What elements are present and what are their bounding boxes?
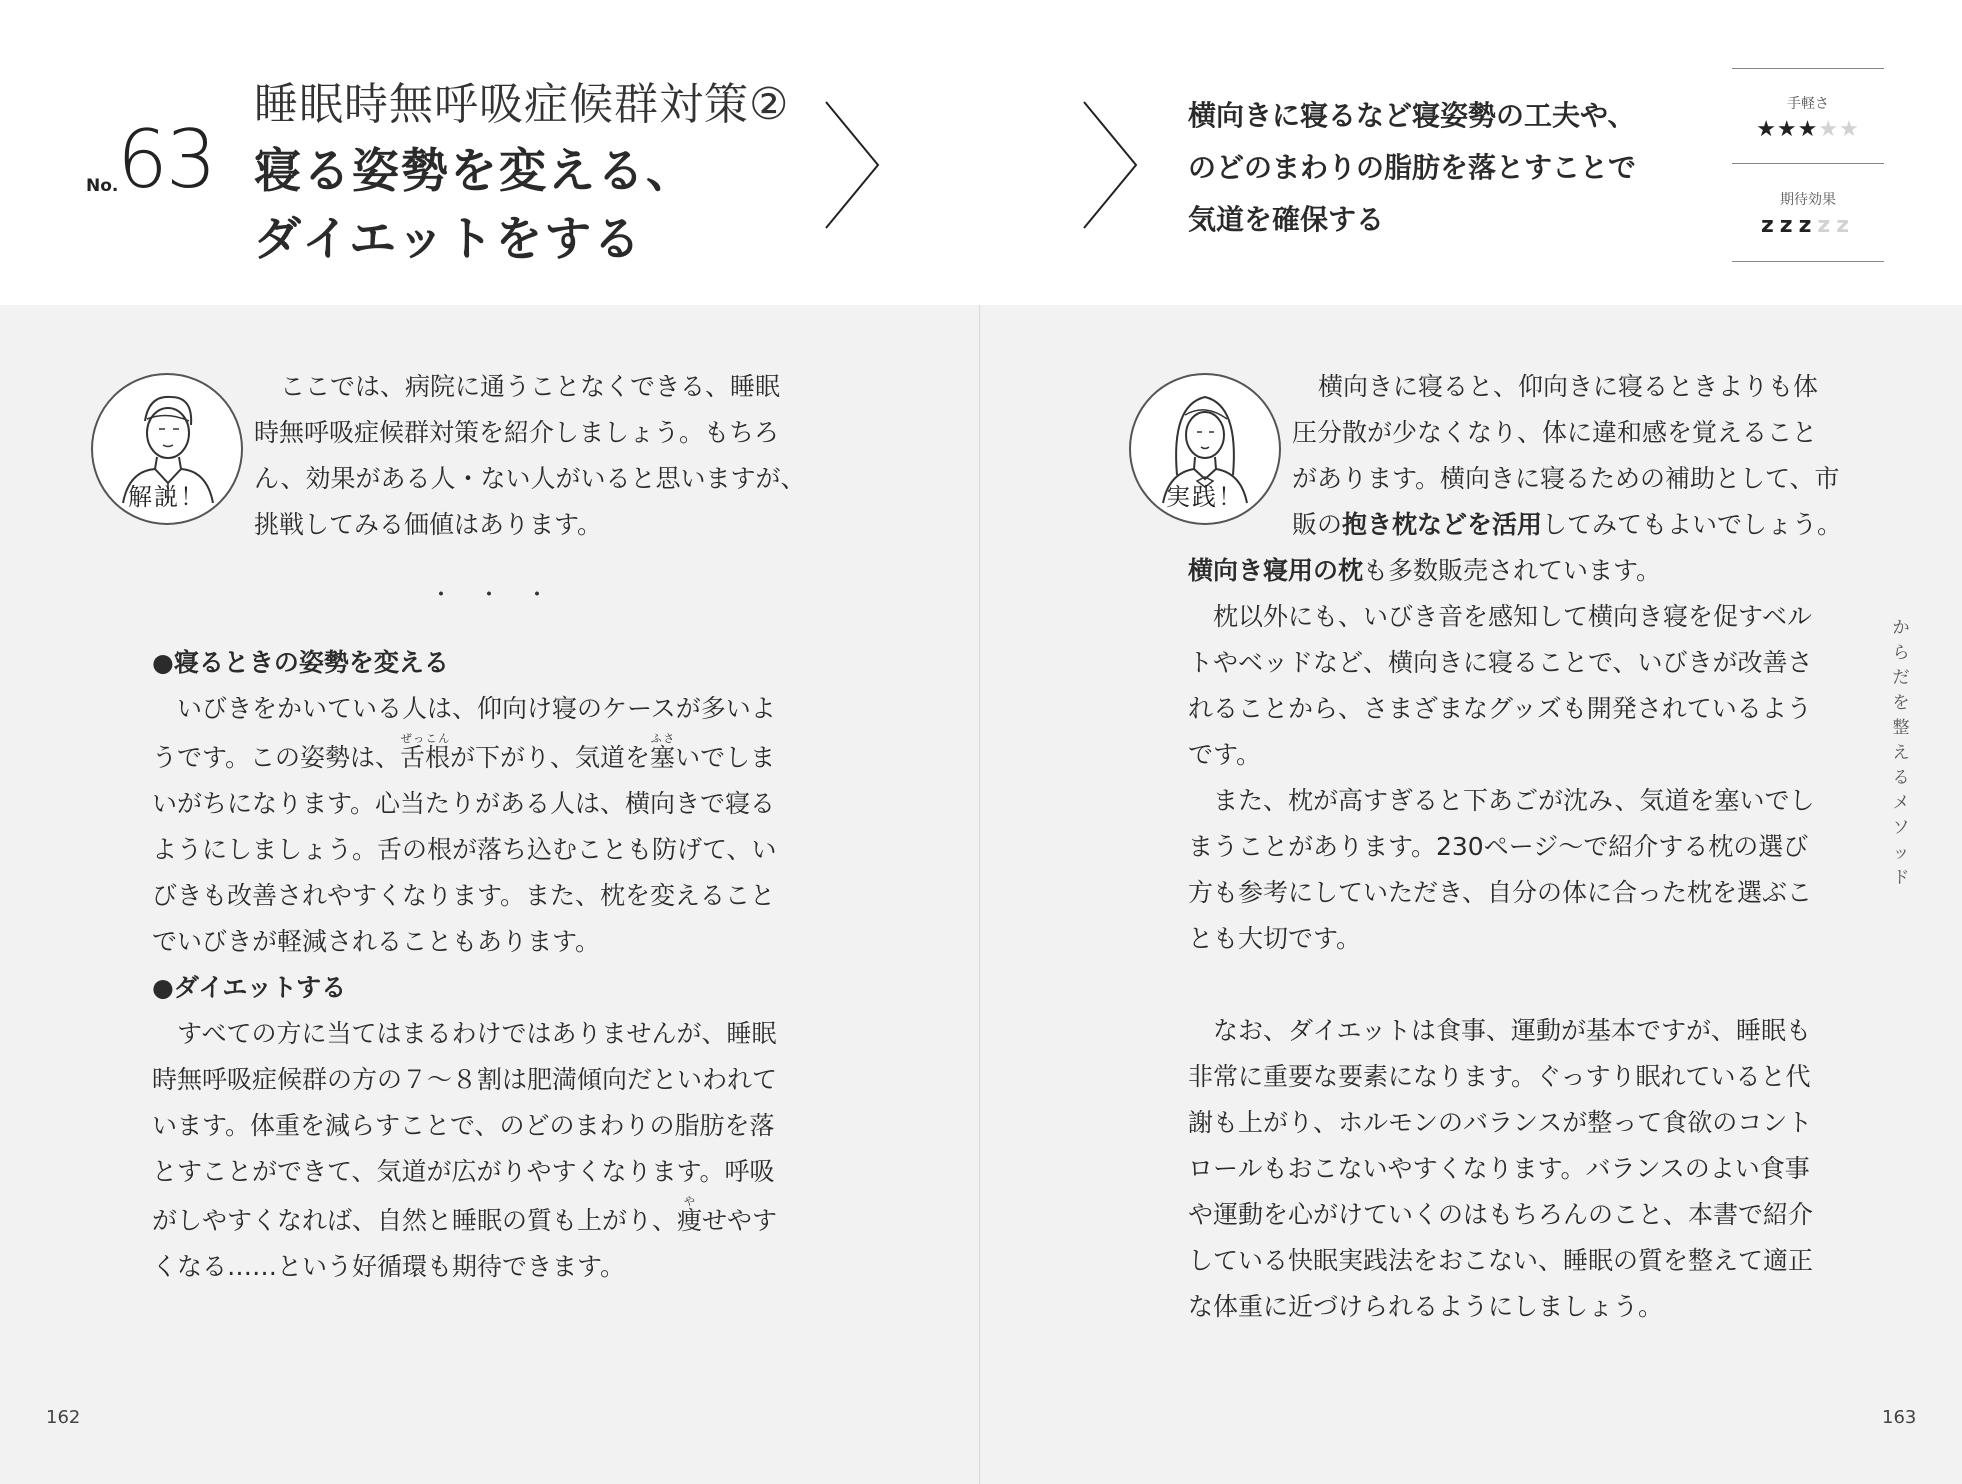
blank-line — [1188, 962, 1842, 1008]
text-line: な体重に近づけられるようにしましょう。 — [1188, 1292, 1664, 1321]
text-line: うです。この姿勢は、舌根ぜっこんが下がり、気道を塞ふさいでしま — [152, 732, 776, 772]
side-label-char: か — [1892, 618, 1910, 638]
item-title-line: 寝る姿勢を変える、 — [254, 144, 695, 199]
item-subtitle: 睡眠時無呼吸症候群対策② — [254, 79, 790, 130]
avatar-tag: 解説！ — [128, 483, 206, 511]
text-line: トやベッドなど、横向きに寝ることで、いびきが改善さ — [1188, 648, 1813, 677]
doctor-avatar — [91, 373, 243, 525]
star-icon: ★★★ — [1756, 117, 1819, 142]
text-line: 時無呼吸症候群の方の７～８割は肥満傾向だといわれて — [152, 1065, 778, 1094]
text-line: とすことができて、気道が広がりやすくなります。呼吸 — [152, 1157, 775, 1186]
rating-panel — [1732, 68, 1884, 262]
page-gutter — [979, 305, 980, 1484]
side-label-char: え — [1892, 743, 1910, 763]
chevron-right-icon — [822, 98, 884, 232]
side-label-char: ッ — [1892, 843, 1910, 863]
text-line: 販の抱き枕などを活用してみてもよいでしょう。 — [1292, 510, 1843, 539]
avatar-tag: 実践！ — [1166, 483, 1244, 511]
left-main-text — [152, 640, 777, 1290]
section-heading: ●ダイエットする — [152, 973, 347, 1002]
text-line: 枕以外にも、いびき音を感知して横向き寝を促すベル — [1213, 602, 1813, 631]
text-line: すべての方に当てはまるわけではありませんが、睡眠 — [177, 1019, 777, 1048]
intro-text — [254, 364, 806, 548]
summary-line: 気道を確保する — [1188, 203, 1385, 236]
text-line: 時無呼吸症候群対策を紹介しましょう。もちろ — [254, 418, 780, 447]
right-intro-text — [1188, 364, 1842, 1330]
side-label-char: 整 — [1892, 718, 1910, 738]
text-line: くなる……という好循環も期待できます。 — [152, 1252, 626, 1281]
text-line: 謝も上がり、ホルモンのバランスが整って食欲のコント — [1188, 1108, 1813, 1137]
text-line: があります。横向きに寝るための補助として、市 — [1292, 464, 1840, 493]
item-title — [254, 138, 695, 274]
sleep-z-icon: zz — [1817, 213, 1856, 238]
text-line: また、枕が高すぎると下あごが沈み、気道を塞いでし — [1213, 786, 1815, 815]
star-icon: ★★ — [1818, 117, 1860, 142]
text-line: れることから、さまざまなグッズも開発されているよう — [1188, 694, 1812, 723]
text-line: ん、効果がある人・ない人がいると思いますが、 — [254, 464, 806, 493]
text-line: びきも改善されやすくなります。また、枕を変えること — [152, 881, 776, 910]
page-number-left: 162 — [46, 1407, 81, 1428]
text-line: いびきをかいている人は、仰向け寝のケースが多いよ — [177, 694, 776, 723]
effect-label: 期待効果 — [1780, 192, 1836, 208]
text-line: 横向きに寝ると、仰向きに寝るときよりも体 — [1318, 372, 1819, 401]
text-line: や運動を心がけていくのはもちろんのこと、本書で紹介 — [1188, 1200, 1814, 1229]
text-line: 横向き寝用の枕も多数販売されています。 — [1188, 556, 1662, 585]
text-line: です。 — [1188, 740, 1262, 769]
text-line: まうことがあります。230ページ～で紹介する枕の選び — [1188, 832, 1809, 861]
text-line: ロールもおこないやすくなります。バランスのよい食事 — [1188, 1154, 1810, 1183]
side-label-char: だ — [1892, 668, 1910, 688]
side-label-char: メ — [1892, 793, 1910, 813]
section-heading: ●寝るときの姿勢を変える — [152, 648, 449, 677]
text-line: 方も参考にしていただき、自分の体に合った枕を選ぶこ — [1188, 878, 1813, 907]
item-title-line: ダイエットをする — [254, 212, 643, 267]
sleep-z-icon: zzz — [1760, 213, 1818, 238]
side-label-char: を — [1892, 693, 1910, 713]
text-line: でいびきが軽減されることもあります。 — [152, 927, 601, 956]
ease-rating — [1732, 117, 1884, 142]
text-line: ようにしましょう。舌の根が落ち込むことも防げて、い — [152, 835, 777, 864]
side-label-char: ド — [1892, 868, 1910, 888]
text-line: がしやすくなれば、自然と睡眠の質も上がり、痩やせやす — [152, 1195, 778, 1235]
item-number-label: No. — [86, 176, 119, 196]
text-line: 非常に重要な要素になります。ぐっすり眠れていると代 — [1188, 1062, 1811, 1091]
text-line: ここでは、病院に通うことなくできる、睡眠 — [280, 372, 781, 401]
text-line: 圧分散が少なくなり、体に違和感を覚えること — [1292, 418, 1818, 447]
text-line: 挑戦してみる価値はあります。 — [254, 510, 603, 539]
separator: ・・・ — [430, 583, 575, 608]
text-line: なお、ダイエットは食事、運動が基本ですが、睡眠も — [1213, 1016, 1812, 1045]
section-side-label — [1890, 616, 1912, 891]
ease-label: 手軽さ — [1787, 96, 1829, 112]
item-summary — [1188, 90, 1636, 246]
effect-rating — [1732, 213, 1884, 238]
rating-divider — [1732, 163, 1884, 164]
text-line: とも大切です。 — [1188, 924, 1362, 953]
summary-line: のどのまわりの脂肪を落とすことで — [1188, 151, 1637, 184]
text-line: います。体重を減らすことで、のどのまわりの脂肪を落 — [152, 1111, 775, 1140]
item-number: 63 — [117, 113, 215, 206]
chevron-right-icon — [1080, 98, 1142, 232]
summary-line: 横向きに寝るなど寝姿勢の工夫や、 — [1188, 99, 1636, 132]
text-line: いがちになります。心当たりがある人は、横向きで寝る — [152, 789, 776, 818]
side-label-char: る — [1892, 768, 1910, 788]
text-line: している快眠実践法をおこない、睡眠の質を整えて適正 — [1188, 1246, 1814, 1275]
side-label-char: ら — [1892, 643, 1910, 663]
side-label-char: ソ — [1892, 818, 1910, 838]
page-number-right: 163 — [1882, 1407, 1917, 1428]
